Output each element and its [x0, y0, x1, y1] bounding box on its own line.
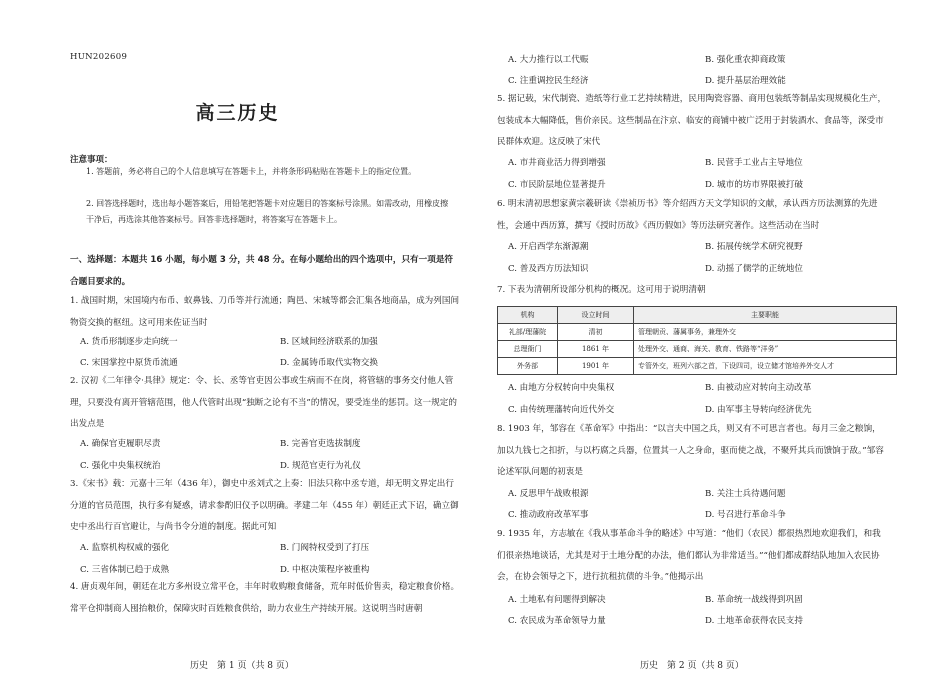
q4-option-b: B. 强化重农抑商政策	[705, 55, 786, 65]
q7-option-c: C. 由传统理藩转向近代外交	[508, 405, 615, 415]
institutions-table	[497, 306, 897, 375]
table-cell: 专管外交，班列六部之首，下设四司，设立储才馆培养外交人才	[634, 358, 897, 375]
q3-option-c: C. 三省体制已趋于成熟	[80, 565, 170, 575]
q1-option-d: D. 金属铸币取代实物交换	[280, 358, 378, 368]
q5-option-c: C. 市民阶层地位显著提升	[508, 180, 606, 190]
q7-option-b: B. 由被动应对转向主动改革	[705, 383, 812, 393]
q7-option-a: A. 由地方分权转向中央集权	[508, 383, 615, 393]
q2-option-a: A. 确保官吏履职尽责	[80, 439, 161, 449]
q5-option-b: B. 民营手工业占主导地位	[705, 158, 803, 168]
q3-option-d: D. 中枢决策程序被重构	[280, 565, 370, 575]
q8-option-c: C. 推动政府改革军事	[508, 510, 589, 520]
q3-option-b: B. 门阀特权受到了打压	[280, 543, 370, 553]
q6-option-c: C. 普及西方历法知识	[508, 264, 589, 274]
q4-option-d: D. 提升基层治理效能	[705, 76, 786, 86]
q8-option-d: D. 号召进行革命斗争	[705, 510, 786, 520]
q4-option-a: A. 大力推行以工代赈	[508, 55, 589, 65]
table-cell: 清初	[558, 324, 634, 341]
footer-page-2: 历史 第 2 页（共 8 页）	[640, 661, 744, 671]
table-cell: 1861 年	[558, 341, 634, 358]
footer-page-1: 历史 第 1 页（共 8 页）	[190, 661, 294, 671]
question-8-stem: 8. 1903 年，邹容在《革命军》中指出：“以言夫中国之兵，则又有不可思言者也。每月三金之粮饷，加以九钱七之扣折，与以朽腐之兵器，位置其一人之身命，驱而使之战，不聚歼其兵而馈饷于敌。”邹容论述军队问题的初衷是	[497, 424, 884, 477]
q4-option-c: C. 注重调控民生经济	[508, 76, 589, 86]
q8-option-b: B. 关注士兵待遇问题	[705, 489, 786, 499]
exam-code: HUN202609	[70, 52, 128, 62]
q1-option-c: C. 宋国掌控中原货币流通	[80, 358, 178, 368]
question-2-stem: 2. 汉初《二年律令·具律》规定：令、长、丞等官吏因公事或生病而不在岗，将管辖的事务交付他人管理，只要没有离开管辖范围，他人代管时出现“独断之论有不当”的情况，要受连坐的惩罚。这一规定的出发点是	[70, 376, 457, 429]
question-3-stem: 3.《宋书》载：元嘉十三年（436 年），御史中丞刘式之上奏：旧法只称中丞专道，却无明文界定出行分道的官员范围，执行多有疑惑，请求参酌旧仪予以明确。孝建二年（455 年）朝廷正式下诏，确立御史中丞出行百官避让，与尚书令分道的制度。据此可知	[70, 479, 459, 532]
table-cell: 外务部	[498, 358, 558, 375]
question-4-stem: 4. 唐贞观年间，朝廷在北方多州设立常平仓，丰年时收购粮食储备，荒年时低价售卖，稳定粮食价格。常平仓抑制商人囤抬粮价，保障灾时百姓粮食供给，助力农业生产持续开展。这说明当时唐朝	[70, 582, 460, 614]
q6-option-a: A. 开启西学东渐源潮	[508, 242, 589, 252]
page-title: 高三历史	[195, 102, 280, 124]
q6-option-b: B. 拓展传统学术研究视野	[705, 242, 803, 252]
section-heading: 一、选择题：本题共 16 小题，每小题 3 分，共 48 分。在每小题给出的四个选项中，只有一项是符合题目要求的。	[70, 255, 454, 287]
table-row	[498, 358, 897, 375]
note-item: 1. 答题前，务必将自己的个人信息填写在答题卡上，并将条形码粘贴在答题卡上的指定位置。	[86, 167, 417, 176]
table-header: 主要职能	[634, 307, 897, 324]
q2-option-d: D. 规范官吏行为礼仪	[280, 461, 361, 471]
q7-option-d: D. 由军事主导转向经济优先	[705, 405, 812, 415]
table-header: 设立时间	[558, 307, 634, 324]
table-header: 机构	[498, 307, 558, 324]
table-row	[498, 341, 897, 358]
q1-option-b: B. 区域间经济联系的加强	[280, 337, 378, 347]
question-7-stem: 7. 下表为清朝所设部分机构的概况。这可用于说明清朝	[497, 285, 706, 295]
table-cell: 处理外交、通商、海关、教育、铁路等“洋务”	[634, 341, 897, 358]
question-5-stem: 5. 据记载，宋代制瓷、造纸等行业工艺持续精进，民用陶瓷容器、商用包装纸等制品实现规模化生产，包装成本大幅降低，售价亲民。这些制品在汴京、临安的商铺中被广泛用于封装酒水、食品等，深受市民群体欢迎。这反映了宋代	[497, 94, 887, 147]
question-1-stem: 1. 战国时期，宋国境内布币、蚁鼻钱、刀币等并行流通；陶邑、宋城等都会汇集各地商品，成为列国间物资交换的枢纽。这可用来佐证当时	[70, 296, 460, 328]
q2-option-c: C. 强化中央集权统治	[80, 461, 161, 471]
q6-option-d: D. 动摇了儒学的正统地位	[705, 264, 803, 274]
note-item: 2. 回答选择题时，选出每小题答案后，用铅笔把答题卡对应题目的答案标号涂黑。如需改动，用橡皮擦干净后，再选涂其他答案标号。回答非选择题时，将答案写在答题卡上。	[86, 199, 449, 224]
q3-option-a: A. 监察机构权威的强化	[80, 543, 170, 553]
q1-option-a: A. 货币形制逐步走向统一	[80, 337, 178, 347]
q5-option-a: A. 市井商业活力得到增强	[508, 158, 606, 168]
q2-option-b: B. 完善官吏选拔制度	[280, 439, 361, 449]
q5-option-d: D. 城市的坊市界限被打破	[705, 180, 803, 190]
table-header-row	[498, 307, 897, 324]
question-9-stem: 9. 1935 年，方志敏在《我从事革命斗争的略述》中写道：“他们（农民）都很热烈地欢迎我们，和我们很亲热地谈话，尤其是对于土地分配的办法，他们都认为非常适当。”“他们都成群结队地加入农民协会，在协会领导之下，进行抗租抗债的斗争。”他揭示出	[497, 529, 881, 582]
q9-option-d: D. 土地革命获得农民支持	[705, 616, 803, 626]
q9-option-a: A. 土地私有问题得到解决	[508, 595, 606, 605]
question-6-stem: 6. 明末清初思想家黄宗羲研读《崇祯历书》等介绍西方天文学知识的文献，承认西方历法测算的先进性，会通中西历算，撰写《授时历故》《西历假如》等历法研究著作。这些活动在当时	[497, 199, 878, 231]
q9-option-c: C. 农民成为革命领导力量	[508, 616, 606, 626]
q8-option-a: A. 反思甲午战败根源	[508, 489, 589, 499]
table-cell: 总理衙门	[498, 341, 558, 358]
notes-heading: 注意事项：	[70, 155, 113, 165]
table-cell: 礼部/理藩院	[498, 324, 558, 341]
table-cell: 管理朝贡、藩属事务，兼理外交	[634, 324, 897, 341]
q9-option-b: B. 革命统一战线得到巩固	[705, 595, 803, 605]
table-cell: 1901 年	[558, 358, 634, 375]
table-row	[498, 324, 897, 341]
